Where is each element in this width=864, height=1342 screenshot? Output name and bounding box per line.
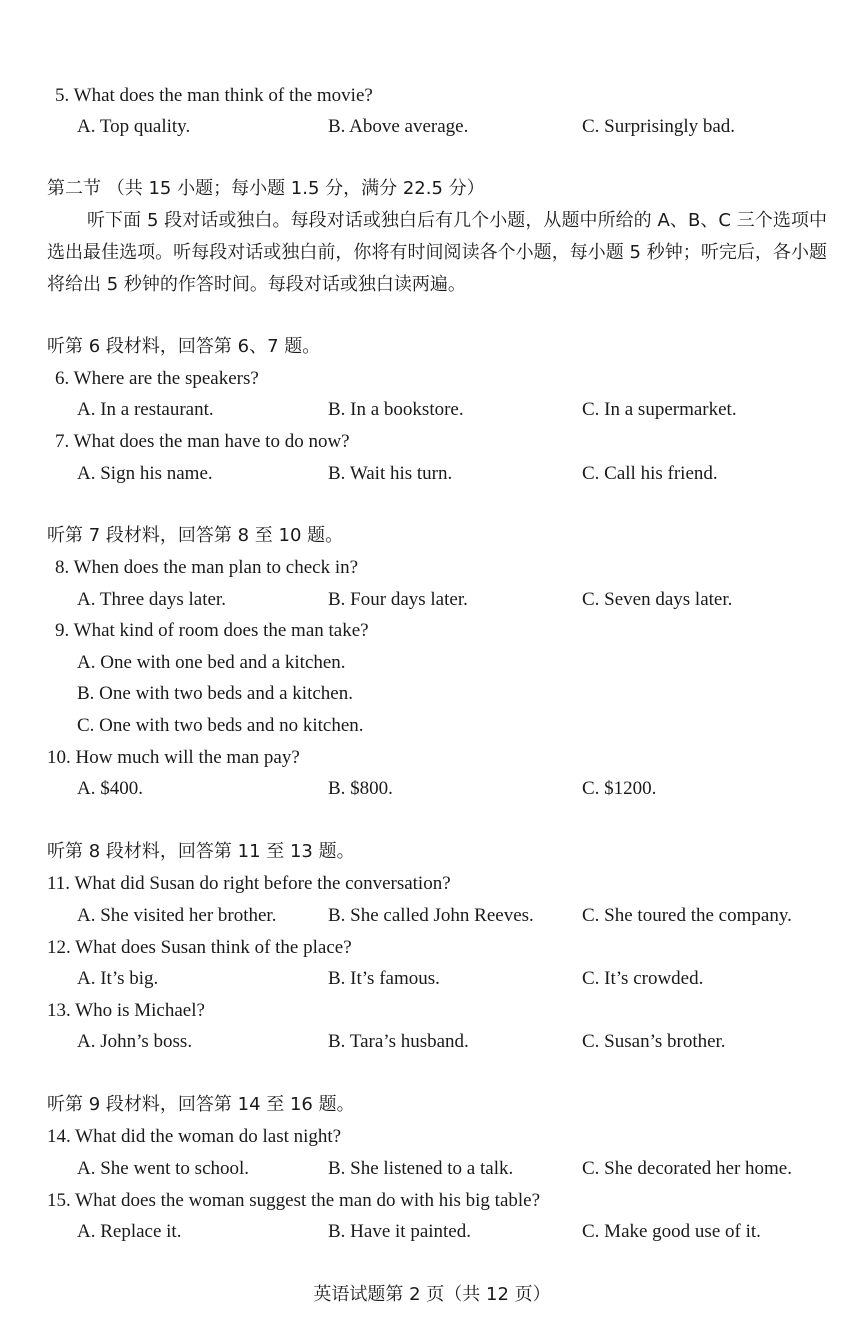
question-stem: 10. How much will the man pay? bbox=[47, 747, 300, 768]
group-heading: 听第 7 段材料，回答第 8 至 10 题。 bbox=[47, 525, 344, 546]
question-stem: 13. Who is Michael? bbox=[47, 1000, 205, 1021]
question-stem: 5. What does the man think of the movie? bbox=[55, 85, 373, 106]
question-stem: 15. What does the woman suggest the man do with his big table? bbox=[47, 1190, 541, 1211]
option-b: B. One with two beds and a kitchen. bbox=[77, 683, 353, 704]
option-b: B. Four days later. bbox=[328, 589, 468, 610]
question-stem: 9. What kind of room does the man take? bbox=[55, 620, 369, 641]
question-stem: 12. What does Susan think of the place? bbox=[47, 937, 352, 958]
option-c: C. In a supermarket. bbox=[582, 399, 737, 420]
question-stem: 14. What did the woman do last night? bbox=[47, 1126, 342, 1147]
option-a: A. One with one bed and a kitchen. bbox=[77, 652, 346, 673]
group-heading: 听第 9 段材料，回答第 14 至 16 题。 bbox=[47, 1094, 355, 1115]
question-stem: 8. When does the man plan to check in? bbox=[55, 557, 359, 578]
option-a: A. Sign his name. bbox=[77, 463, 213, 484]
option-c: C. She toured the company. bbox=[582, 905, 792, 926]
option-a: A. Three days later. bbox=[77, 589, 226, 610]
option-c: C. Call his friend. bbox=[582, 463, 718, 484]
option-b: B. In a bookstore. bbox=[328, 399, 464, 420]
option-a: A. Top quality. bbox=[77, 116, 191, 137]
option-c: C. Surprisingly bad. bbox=[582, 116, 736, 137]
option-c: C. Make good use of it. bbox=[582, 1221, 761, 1242]
option-a: A. She went to school. bbox=[77, 1158, 250, 1179]
question-stem: 11. What did Susan do right before the conversation? bbox=[47, 873, 451, 894]
option-b: B. Tara’s husband. bbox=[328, 1031, 469, 1052]
option-b: B. It’s famous. bbox=[328, 968, 440, 989]
section-instructions: 听下面 5 段对话或独白。每段对话或独白后有几个小题，从题中所给的 A、B、C 三个选项中选出最佳选项。听每段对话或独白前，你将有时间阅读各个小题，每小题 5 秒钟；听完后，各小题将给出 5 秒钟的作答时间。每段对话或独白读两遍。 bbox=[47, 210, 827, 295]
option-a: A. She visited her brother. bbox=[77, 905, 277, 926]
option-b: B. Have it painted. bbox=[328, 1221, 471, 1242]
option-c: C. $1200. bbox=[582, 778, 657, 799]
option-c: C. One with two beds and no kitchen. bbox=[77, 715, 364, 736]
option-a: A. $400. bbox=[77, 778, 143, 799]
option-c: C. She decorated her home. bbox=[582, 1158, 792, 1179]
option-b: B. Above average. bbox=[328, 116, 469, 137]
group-heading: 听第 8 段材料，回答第 11 至 13 题。 bbox=[47, 841, 355, 862]
option-c: C. It’s crowded. bbox=[582, 968, 704, 989]
page-footer: 英语试题第 2 页（共 12 页） bbox=[313, 1284, 551, 1305]
option-b: B. $800. bbox=[328, 778, 393, 799]
section-heading: 第二节 （共 15 小题；每小题 1.5 分，满分 22.5 分） bbox=[47, 178, 485, 199]
group-heading: 听第 6 段材料，回答第 6、7 题。 bbox=[47, 336, 321, 357]
option-b: B. Wait his turn. bbox=[328, 463, 453, 484]
option-c: C. Seven days later. bbox=[582, 589, 733, 610]
option-b: B. She listened to a talk. bbox=[328, 1158, 514, 1179]
option-b: B. She called John Reeves. bbox=[328, 905, 534, 926]
question-stem: 7. What does the man have to do now? bbox=[55, 431, 350, 452]
option-a: A. Replace it. bbox=[77, 1221, 182, 1242]
option-c: C. Susan’s brother. bbox=[582, 1031, 726, 1052]
option-a: A. In a restaurant. bbox=[77, 399, 214, 420]
option-a: A. It’s big. bbox=[77, 968, 159, 989]
question-stem: 6. Where are the speakers? bbox=[55, 368, 259, 389]
option-a: A. John’s boss. bbox=[77, 1031, 193, 1052]
